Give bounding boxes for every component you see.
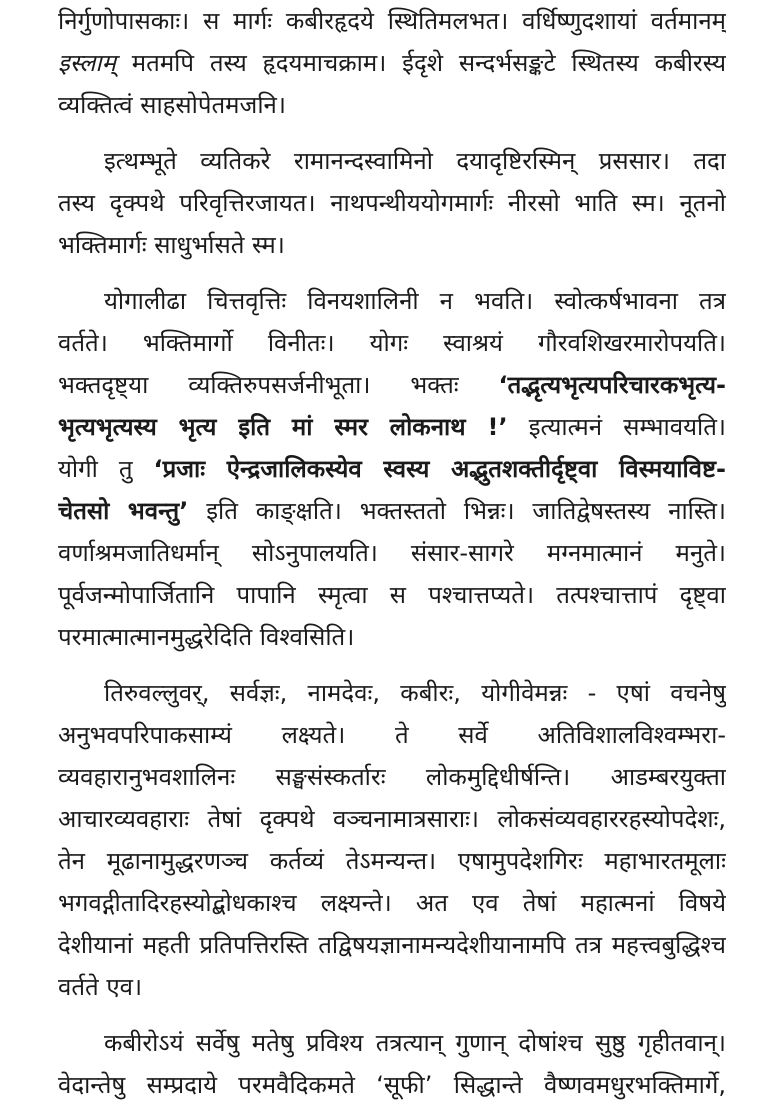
bold-quote: ‘तद्भृत्यभृत्यपरिचारकभृत्य- bbox=[498, 371, 726, 399]
text-line bbox=[58, 714, 726, 756]
text-line bbox=[58, 532, 726, 574]
text-span: इत्थम्भूते व्यतिकरे रामानन्दस्वामिनो दयादृष्टिरस्मिन् प्रससार। तदा bbox=[104, 147, 726, 175]
text-span: व्यक्तित्वं साहसोपेतमजनि। bbox=[58, 91, 286, 119]
text-span: इत्यात्मनं सम्भावयति। bbox=[507, 413, 726, 441]
text-span: वर्तते। भक्तिमार्गो विनीतः। योगः स्वाश्रयं गौरवशिखरमारोपयति। bbox=[58, 329, 726, 357]
bold-quote: ‘प्रजाः ऐन्द्रजालिकस्येव स्वस्य अद्भुतशक्तीर्दृष्ट्वा विस्मयाविष्ट- bbox=[153, 455, 726, 483]
text-line bbox=[58, 42, 726, 84]
text-span: व्यवहारानुभवशालिनः सङ्घसंस्कर्तारः लोकमुद्दिधीर्षन्ति। आडम्बरयुक्ता bbox=[58, 763, 726, 791]
text-line bbox=[58, 140, 726, 182]
text-line bbox=[58, 0, 726, 42]
text-line bbox=[58, 616, 726, 658]
paragraph bbox=[58, 140, 726, 266]
text-span: वेदान्तेषु सम्प्रदाये परमवैदिकमते ‘सूफी’ सिद्धान्ते वैष्णवमधुरभक्तिमार्गे, bbox=[58, 1071, 726, 1099]
text-span: आचारव्यवहाराः तेषां दृक्पथे वञ्चनामात्रसाराः। लोकसंव्यवहाररहस्योपदेशः, bbox=[58, 805, 726, 833]
document-page bbox=[58, 0, 726, 1120]
paragraph bbox=[58, 1022, 726, 1106]
text-line bbox=[58, 322, 726, 364]
text-line bbox=[58, 756, 726, 798]
text-line bbox=[58, 1022, 726, 1064]
text-line bbox=[58, 364, 726, 406]
text-line bbox=[58, 924, 726, 966]
text-line bbox=[58, 280, 726, 322]
text-span: पूर्वजन्मोपार्जितानि पापानि स्मृत्वा स पश्चात्तप्यते। तत्पश्चात्तापं दृष्ट्वा bbox=[58, 581, 726, 609]
text-line bbox=[58, 406, 726, 448]
text-span: तिरुवल्लुवर्, सर्वज्ञः, नामदेवः, कबीरः, योगीवेमन्नः - एषां वचनेषु bbox=[104, 679, 726, 707]
text-span: कबीरोऽयं सर्वेषु मतेषु प्रविश्य तत्रत्यान् गुणान् दोषांश्च सुष्ठु गृहीतवान्। bbox=[104, 1029, 726, 1057]
bold-quote: भृत्यभृत्यस्य भृत्य इति मां स्मर लोकनाथ !’ bbox=[58, 413, 508, 441]
text-line bbox=[58, 574, 726, 616]
paragraph bbox=[58, 0, 726, 126]
bold-quote: चेतसो भवन्तु’ bbox=[58, 497, 189, 525]
text-line bbox=[58, 798, 726, 840]
text-line bbox=[58, 490, 726, 532]
text-span: वर्तते एव। bbox=[58, 973, 143, 1001]
text-span: भक्तदृष्ट्या व्यक्तिरुपसर्जनीभूता। भक्तः bbox=[58, 371, 499, 399]
text-line bbox=[58, 84, 726, 126]
text-line bbox=[58, 448, 726, 490]
text-span: इति काङ्क्षति। भक्तस्ततो भिन्नः। जातिद्वेषस्तस्य नास्ति। bbox=[188, 497, 726, 525]
text-span: भक्तिमार्गः साधुर्भासते स्म। bbox=[58, 231, 285, 259]
text-span: देशीयानां महती प्रतिपत्तिरस्ति तद्विषयज्ञानामन्यदेशीयानामपि तत्र महत्त्वबुद्धिश्च bbox=[58, 931, 726, 959]
text-line bbox=[58, 1064, 726, 1106]
text-line bbox=[58, 966, 726, 1008]
paragraph bbox=[58, 672, 726, 1008]
text-span: योगी तु bbox=[58, 455, 154, 483]
text-span: तेन मूढानामुद्धरणञ्च कर्तव्यं तेऽमन्यन्त। एषामुपदेशगिरः महाभारतमूलाः bbox=[58, 847, 726, 875]
italic-term: इस्लाम् bbox=[58, 49, 116, 77]
text-span: योगालीढा चित्तवृत्तिः विनयशालिनी न भवति। स्वोत्कर्षभावना तत्र bbox=[104, 287, 726, 315]
text-span: निर्गुणोपासकाः। स मार्गः कबीरहृदये स्थितिमलभत। वर्धिष्णुदशायां वर्तमानम् bbox=[58, 7, 726, 35]
text-line bbox=[58, 840, 726, 882]
text-span: तस्य दृक्पथे परिवृत्तिरजायत। नाथपन्थीययोगमार्गः नीरसो भाति स्म। नूतनो bbox=[58, 189, 726, 217]
text-span: भगवद्गीतादिरहस्योद्बोधकाश्च लक्ष्यन्ते। अत एव तेषां महात्मनां विषये bbox=[58, 889, 726, 917]
text-line bbox=[58, 672, 726, 714]
text-span: परमात्मात्मानमुद्धरेदिति विश्वसिति। bbox=[58, 623, 355, 651]
text-span: मतमपि तस्य हृदयमाचक्राम। ईदृशे सन्दर्भसङ्कटे स्थितस्य कबीरस्य bbox=[115, 49, 726, 77]
paragraph bbox=[58, 280, 726, 658]
text-span: अनुभवपरिपाकसाम्यं लक्ष्यते। ते सर्वे अतिविशालविश्वम्भरा- bbox=[58, 721, 726, 749]
text-span: वर्णाश्रमजातिधर्मान् सोऽनुपालयति। संसार-सागरे मग्नमात्मानं मनुते। bbox=[58, 539, 726, 567]
text-line bbox=[58, 882, 726, 924]
text-line bbox=[58, 182, 726, 224]
text-line bbox=[58, 224, 726, 266]
